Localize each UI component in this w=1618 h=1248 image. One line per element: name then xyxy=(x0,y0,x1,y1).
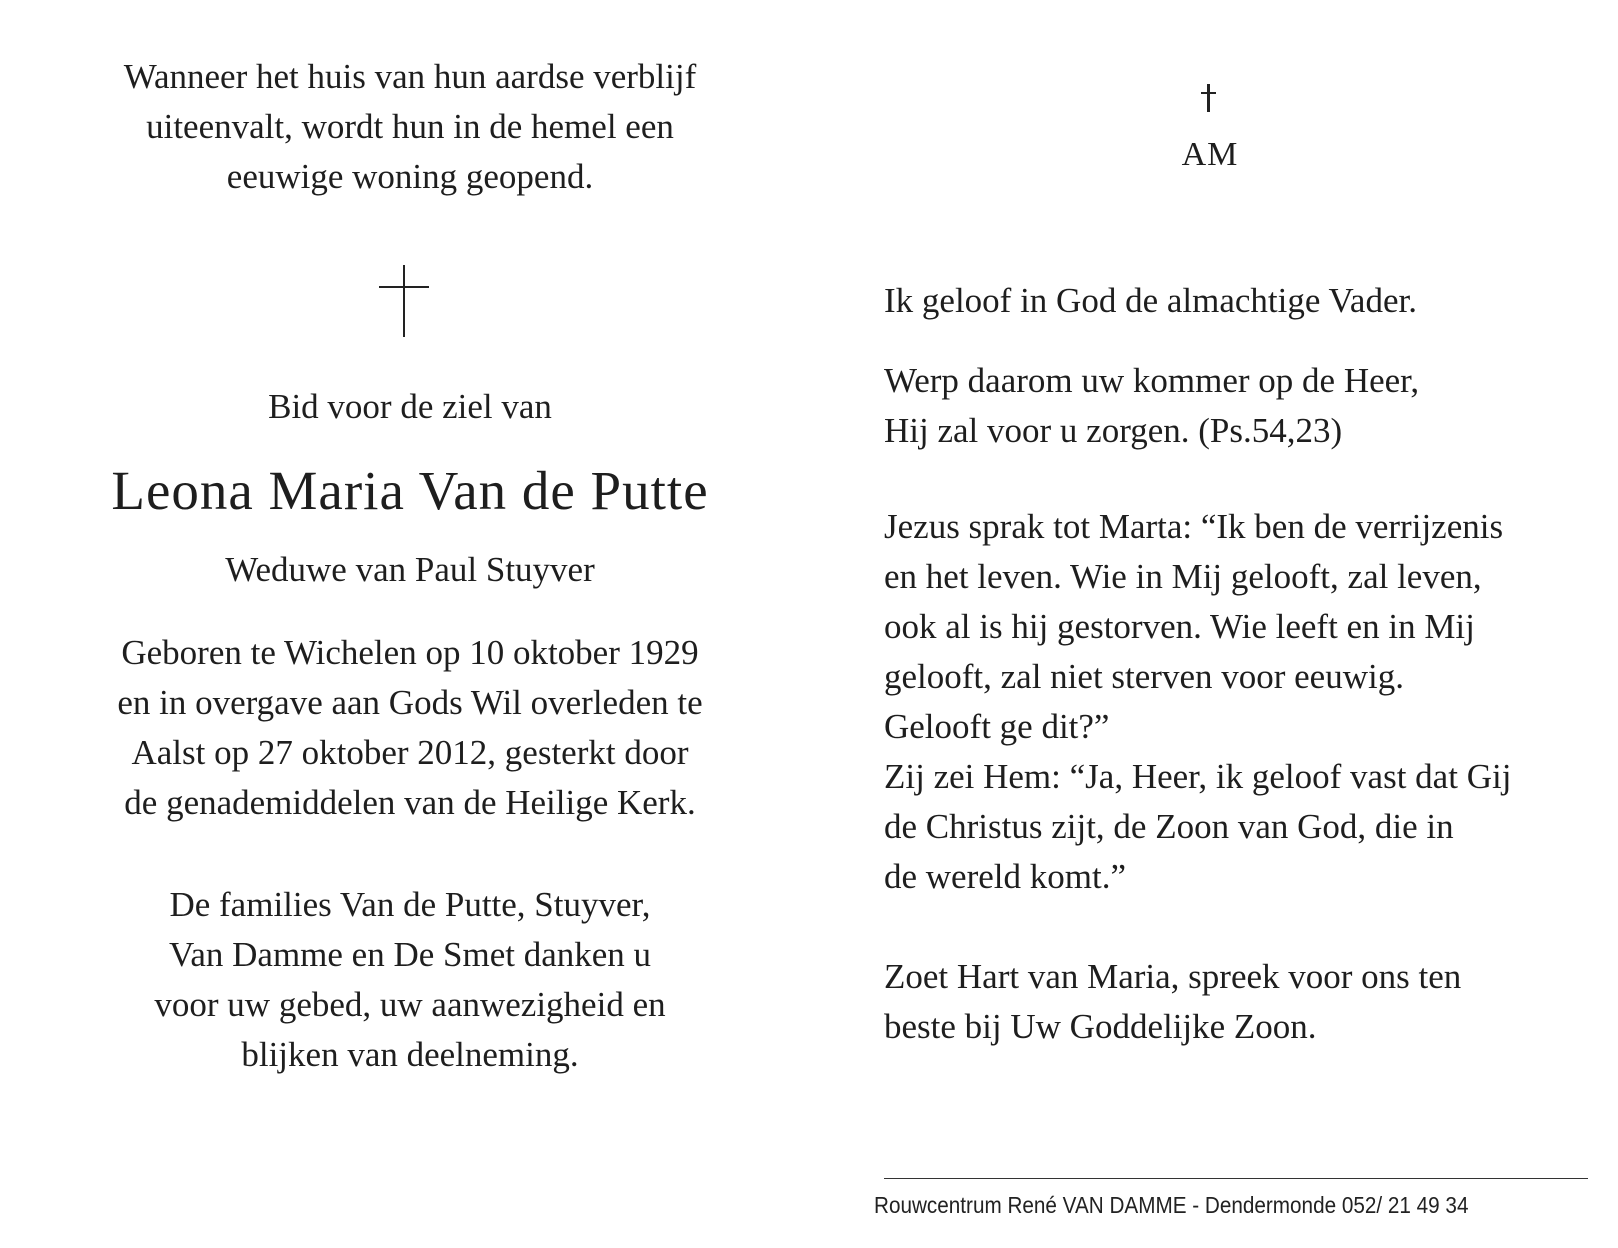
gospel-line: ook al is hij gestorven. Wie leeft en in Mij xyxy=(884,607,1475,646)
closing-line: beste bij Uw Goddelijke Zoon. xyxy=(884,1007,1317,1046)
gospel-line: de Christus zijt, de Zoon van God, die in xyxy=(884,807,1454,846)
psalm-line: Hij zal voor u zorgen. (Ps.54,23) xyxy=(884,411,1343,450)
quote-line: uiteenvalt, wordt hun in de hemel een xyxy=(146,107,674,146)
latin-cross-icon xyxy=(374,265,434,337)
psalm-verse xyxy=(884,356,1604,456)
thanks-line: Van Damme en De Smet danken u xyxy=(168,935,652,974)
thanks-line: voor uw gebed, uw aanwezigheid en xyxy=(154,985,666,1024)
gospel-line: de wereld komt.” xyxy=(884,857,1126,896)
details-line: en in overgave aan Gods Wil overleden te xyxy=(117,683,703,722)
gospel-line: gelooft, zal niet sterven voor eeuwig. xyxy=(884,657,1404,696)
thanks-line: blijken van deelneming. xyxy=(241,1035,579,1074)
gospel-line: Zij zei Hem: “Ja, Heer, ik geloof vast dat Gij xyxy=(884,757,1512,796)
gospel-line: Gelooft ge dit?” xyxy=(884,707,1110,746)
quote-line: Wanneer het huis van hun aardse verblijf xyxy=(123,57,697,96)
gospel-line: en het leven. Wie in Mij gelooft, zal leven, xyxy=(884,557,1482,596)
funeral-home-footer: Rouwcentrum René VAN DAMME - Dendermonde 052/ 21 49 34 xyxy=(874,1192,1469,1218)
details-line: Aalst op 27 oktober 2012, gesterkt door xyxy=(131,733,689,772)
opening-quote xyxy=(40,52,780,202)
family-thanks xyxy=(40,880,780,1080)
thanks-line: De families Van de Putte, Stuyver, xyxy=(169,885,651,924)
details-line: Geboren te Wichelen op 10 oktober 1929 xyxy=(121,633,699,672)
credo-line: Ik geloof in God de almachtige Vader. xyxy=(884,281,1417,320)
monogram: AM xyxy=(1181,136,1239,173)
dagger-cross-icon xyxy=(1198,84,1218,114)
gospel-line: Jezus sprak tot Marta: “Ik ben de verrijzenis xyxy=(884,507,1504,546)
deceased-name: Leona Maria Van de Putte xyxy=(111,460,709,521)
prayer-intro: Bid voor de ziel van xyxy=(268,387,552,426)
closing-line: Zoet Hart van Maria, spreek voor ons ten xyxy=(884,957,1462,996)
closing-prayer xyxy=(884,952,1604,1052)
psalm-line: Werp daarom uw kommer op de Heer, xyxy=(884,361,1420,400)
widow-line: Weduwe van Paul Stuyver xyxy=(225,550,595,589)
birth-death-details xyxy=(40,628,780,828)
details-line: de genademiddelen van de Heilige Kerk. xyxy=(124,783,696,822)
quote-line: eeuwige woning geopend. xyxy=(226,157,594,196)
gospel-passage xyxy=(884,502,1604,902)
footer-divider xyxy=(884,1178,1588,1179)
